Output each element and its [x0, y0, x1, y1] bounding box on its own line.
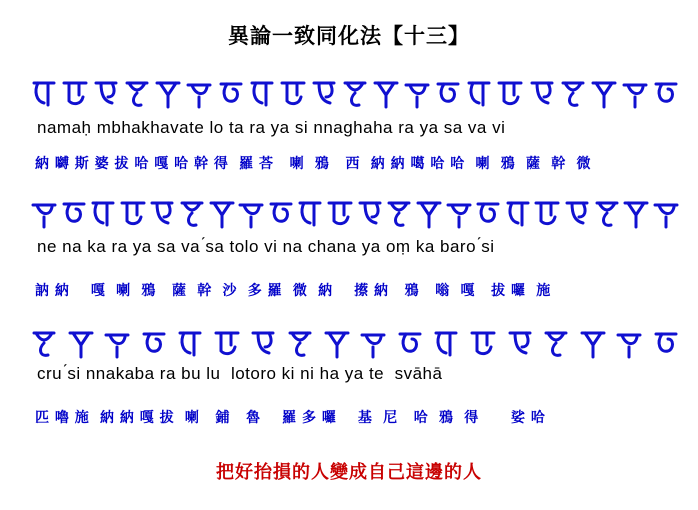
- siddham-glyph: [92, 75, 120, 109]
- siddham-script-line-1: [30, 70, 680, 114]
- siddham-glyph: [30, 325, 58, 359]
- siddham-glyph: [103, 325, 131, 359]
- siddham-glyph: [622, 195, 650, 229]
- romanization-line-1: namaḥ mbhakhavate lo ta ra ya si nnaghaha ra ya sa va vi: [37, 118, 506, 137]
- siddham-script-line-3: [30, 320, 680, 364]
- siddham-glyph: [621, 75, 649, 109]
- siddham-glyph: [89, 195, 117, 229]
- siddham-glyph: [119, 195, 147, 229]
- siddham-glyph: [249, 325, 277, 359]
- siddham-glyph: [396, 325, 424, 359]
- siddham-glyph: [474, 195, 502, 229]
- page-title: 異論一致同化法【十三】: [228, 23, 470, 48]
- siddham-glyph: [615, 325, 643, 359]
- siddham-glyph: [593, 195, 621, 229]
- siddham-glyph: [559, 75, 587, 109]
- siddham-glyph: [652, 75, 680, 109]
- siddham-glyph: [326, 195, 354, 229]
- siddham-glyph: [432, 325, 460, 359]
- siddham-glyph: [652, 195, 680, 229]
- siddham-glyph: [496, 75, 524, 109]
- chinese-transliteration-line-1: 納 嚩 斯 婆 拔 哈 嘎 哈 幹 得 羅 荅 喇 鴉 西 納 納 噶 哈 哈 喇 鴉 薩 幹 微: [35, 156, 591, 172]
- siddham-glyph: [267, 195, 295, 229]
- siddham-glyph: [30, 75, 58, 109]
- siddham-glyph: [237, 195, 265, 229]
- siddham-glyph: [563, 195, 591, 229]
- siddham-glyph: [533, 195, 561, 229]
- siddham-script-line-2: [30, 190, 680, 234]
- siddham-glyph: [208, 195, 236, 229]
- siddham-glyph: [445, 195, 473, 229]
- siddham-glyph: [67, 325, 95, 359]
- siddham-glyph: [356, 195, 384, 229]
- siddham-glyph: [469, 325, 497, 359]
- siddham-glyph: [506, 325, 534, 359]
- siddham-glyph: [403, 75, 431, 109]
- siddham-glyph: [154, 75, 182, 109]
- siddham-glyph: [140, 325, 168, 359]
- siddham-glyph: [323, 325, 351, 359]
- siddham-glyph: [372, 75, 400, 109]
- footer-caption: 把好抬損的人變成自己這邊的人: [216, 462, 482, 483]
- siddham-glyph: [185, 75, 213, 109]
- siddham-glyph: [123, 75, 151, 109]
- siddham-glyph: [30, 195, 58, 229]
- siddham-glyph: [176, 325, 204, 359]
- siddham-glyph: [148, 195, 176, 229]
- siddham-glyph: [504, 195, 532, 229]
- siddham-glyph: [213, 325, 241, 359]
- siddham-glyph: [415, 195, 443, 229]
- siddham-glyph: [465, 75, 493, 109]
- siddham-glyph: [60, 195, 88, 229]
- siddham-glyph: [61, 75, 89, 109]
- siddham-glyph: [359, 325, 387, 359]
- siddham-glyph: [590, 75, 618, 109]
- siddham-glyph: [178, 195, 206, 229]
- siddham-glyph: [296, 195, 324, 229]
- chinese-transliteration-line-3: 匹 嚕 施 納 納 嘎 拔 喇 鋪 魯 羅 多 囉 基 尼 哈 鴉 得 娑 哈: [35, 410, 546, 426]
- chinese-transliteration-line-2: 訥 納 嘎 喇 鴉 薩 幹 沙 多 羅 微 納 攃 納 鴉 嗡 嘎 拔 囉 施: [35, 283, 551, 299]
- siddham-glyph: [385, 195, 413, 229]
- romanization-line-2: ne na ka ra ya sa va ́sa tolo vi na chana ya oṃ ka baro ́si: [37, 237, 495, 256]
- siddham-glyph: [528, 75, 556, 109]
- siddham-glyph: [341, 75, 369, 109]
- siddham-glyph: [248, 75, 276, 109]
- siddham-glyph: [217, 75, 245, 109]
- siddham-glyph: [286, 325, 314, 359]
- siddham-glyph: [434, 75, 462, 109]
- siddham-glyph: [652, 325, 680, 359]
- siddham-glyph: [542, 325, 570, 359]
- siddham-glyph: [579, 325, 607, 359]
- siddham-glyph: [310, 75, 338, 109]
- romanization-line-3: cru ́si nnakaba ra bu lu lotoro ki ni ha ya te svāhā: [37, 364, 443, 383]
- siddham-glyph: [279, 75, 307, 109]
